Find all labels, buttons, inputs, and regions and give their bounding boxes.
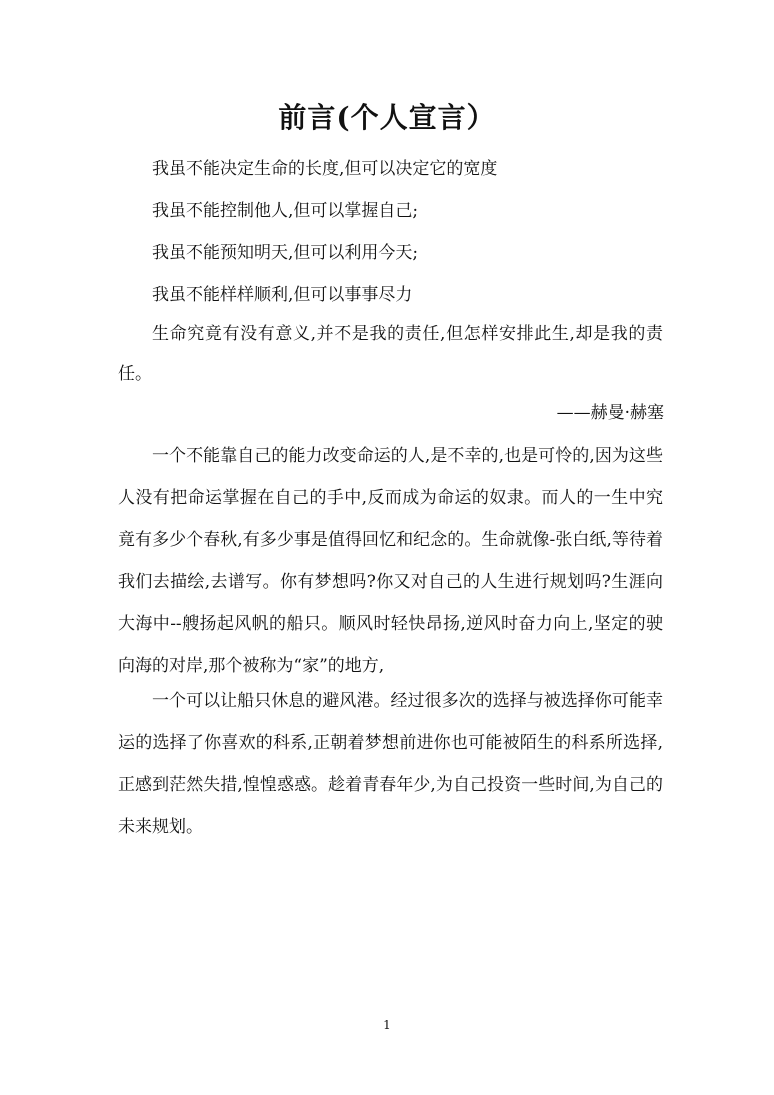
quote-author: ——赫曼·赫塞 <box>556 403 664 423</box>
paragraph-2: 一个可以让船只休息的避风港。经过很多次的选择与被选择你可能幸运的选择了你喜欢的科系,正朝着梦想前进你也可能被陌生的科系所选择,正感到茫然失措,惶惶惑惑。趁着青春年少,为自己投资一些时间,为自己的未来规划。 <box>118 691 663 837</box>
page-title: 前言(个人宣言） <box>278 101 496 134</box>
page-number: 1 <box>383 1018 391 1032</box>
paragraph-1: 一个不能靠自己的能力改变命运的人,是不幸的,也是可怜的,因为这些人没有把命运掌握在自己的手中,反而成为命运的奴隶。而人的一生中究竟有多少个春秋,有多少事是值得回忆和纪念的。生命就像-张白纸,等待着我们去描绘,去谱写。你有梦想吗?你又对自己的人生进行规划吗?生涯向大海中--艘扬起风帆的船只。顺风时轻快昂扬,逆风时奋力向上,坚定的驶向海的对岸,那个被称为“家”的地方, <box>118 446 663 676</box>
motto-line-2: 我虽不能控制他人,但可以掌握自己; <box>152 201 419 221</box>
quote-paragraph: 生命究竟有没有意义,并不是我的责任,但怎样安排此生,却是我的责任。 <box>118 324 663 384</box>
motto-line-4: 我虽不能样样顺利,但可以事事尽力 <box>152 285 413 305</box>
motto-line-1: 我虽不能决定生命的长度,但可以决定它的宽度 <box>152 159 498 179</box>
motto-line-3: 我虽不能预知明天,但可以利用今天; <box>152 243 419 263</box>
